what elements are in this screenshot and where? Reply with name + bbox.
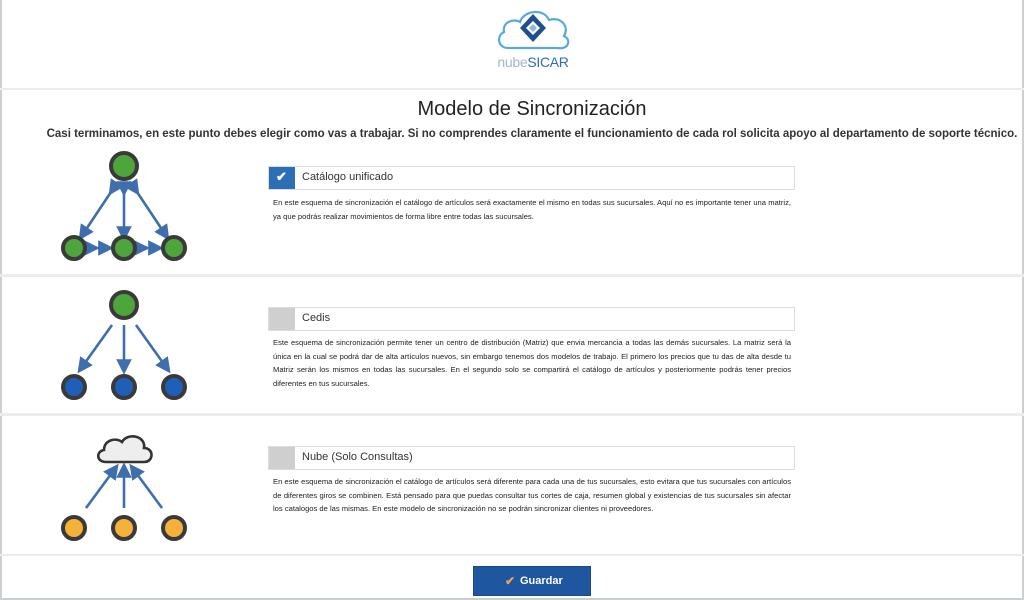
option-label: Nube (Solo Consultas) xyxy=(302,451,413,463)
option-section-nube xyxy=(0,416,1024,556)
option-section-catalogo-unificado xyxy=(0,140,1024,277)
cedis-diagram-icon xyxy=(56,285,196,415)
save-button-label: Guardar xyxy=(520,575,563,587)
option-description: Este esquema de sincronización permite tener un centro de distribución (Matriz) que envia mercancia a todas las demás sucursales. La matriz será la única en la cual se podrá dar de alta artículos nuevos, sin embargo tenemos dos modelos de trabajo. El primero los precios que tu das de alta desde tu Matriz serán los mismos en todas las sucursales. En el segundo solo se compartirá el catálogo de artículos y posteriormente podrás tener precios diferentes en tus sucursales. xyxy=(273,338,791,388)
option-description: En este esquema de sincronización el catálogo de artículos será diferente para cada una de tus sucursales, esto evitara que tus sucursales con artículos de diferentes giros se combinen. Está pensado para que puedas consultar tus cortes de caja, resumen global y existencias de tus sucursales sin afectar los catalogos de las mismas. En este modelo de sincronización no se podrán sincronizar clientes ni proveedores. xyxy=(273,477,791,513)
save-button[interactable] xyxy=(473,566,591,596)
checkbox-catalogo-unificado[interactable] xyxy=(269,167,295,189)
cloud-diagram-icon xyxy=(56,424,196,554)
page-title: Modelo de Sincronización xyxy=(417,98,647,120)
header xyxy=(0,0,1024,90)
option-catalogo-unificado[interactable] xyxy=(268,166,795,190)
option-section-cedis xyxy=(0,277,1024,416)
option-label: Cedis xyxy=(302,312,331,324)
page-subtitle: Casi terminamos, en este punto debes elegir como vas a trabajar. Si no comprendes claramente el funcionamiento de cada rol solicita apoyo al departamento de soporte técnico. xyxy=(46,128,1018,140)
option-description: En este esquema de sincronización el catálogo de artículos será exactamente el mismo en todas sus sucursales. Aquí no es importante tener una matriz, ya que podrás realizar movimientos de forma libre entre todas las sucursales. xyxy=(273,198,791,221)
option-label: Catálogo unificado xyxy=(302,171,394,183)
checkbox-nube[interactable] xyxy=(269,447,295,469)
option-cedis[interactable] xyxy=(268,307,795,331)
check-icon: ✔ xyxy=(276,169,287,184)
logo-text: nubeSICAR xyxy=(497,54,569,70)
unified-catalog-diagram-icon xyxy=(56,146,196,276)
logo xyxy=(494,4,572,70)
option-nube[interactable] xyxy=(268,446,795,470)
checkbox-cedis[interactable] xyxy=(269,308,295,330)
cloud-diamond-logo-icon xyxy=(494,4,572,54)
check-icon: ✔ xyxy=(505,574,516,588)
